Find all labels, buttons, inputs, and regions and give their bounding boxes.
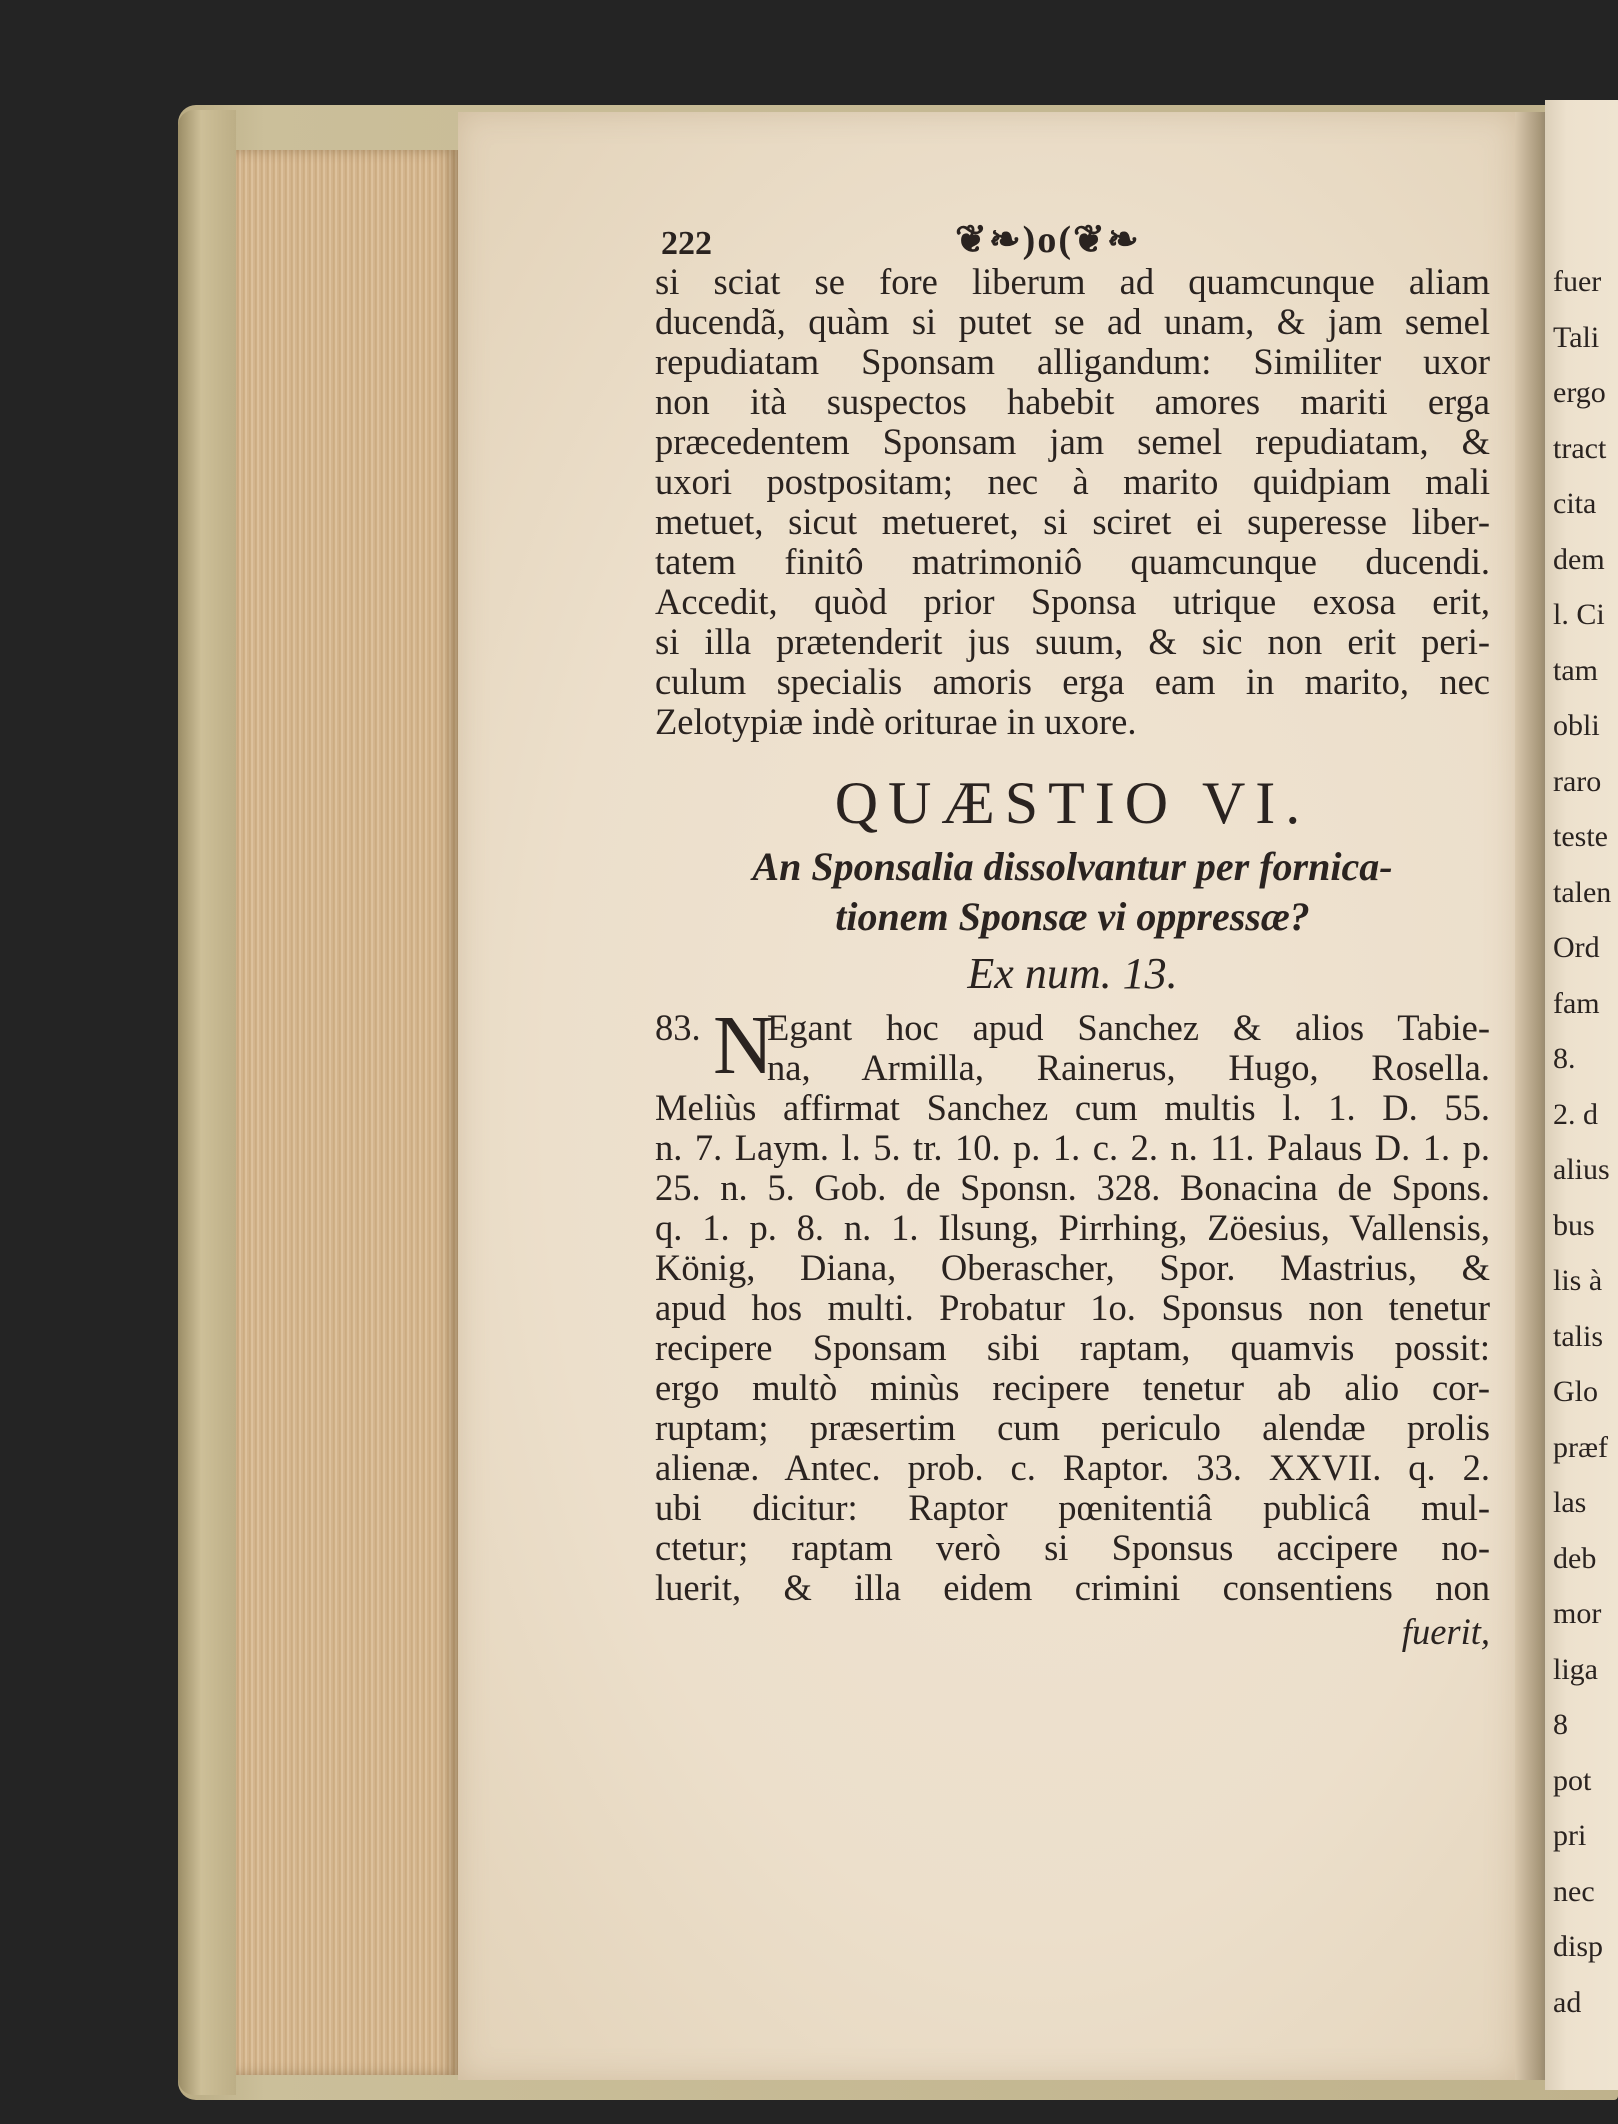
question-subtitle-line: An Sponsalia dissolvantur per fornica-	[752, 844, 1393, 889]
facing-page-fragment: disp	[1553, 1930, 1604, 1963]
facing-page-fragment: talen	[1553, 875, 1612, 909]
text-line: culum specialis amoris erga eam in marito, nec	[655, 661, 1490, 702]
ex-num-reference: Ex num. 13.	[967, 949, 1178, 998]
text-line: si illa prætenderit jus suum, & sic non erit peri-	[655, 621, 1490, 662]
facing-page-fragment: deb	[1553, 1541, 1597, 1575]
text-line: Zelotypiæ indè oriturae in uxore.	[655, 701, 1137, 742]
text-line: præcedentem Sponsam jam semel repudiatam, &	[655, 421, 1490, 462]
text-line: Accedit, quòd prior Sponsa utrique exosa erit,	[655, 581, 1490, 622]
facing-page-fragment: pot	[1553, 1763, 1592, 1797]
facing-page-fragment: Tali	[1553, 320, 1600, 354]
header-ornament: ❦❧)o(❦❧	[955, 219, 1141, 261]
text-line: König, Diana, Oberascher, Spor. Mastrius, &	[655, 1247, 1490, 1288]
facing-page-fragment: tam	[1553, 653, 1598, 687]
facing-page-fragment: ad	[1553, 1985, 1582, 2019]
facing-page-fragment: fam	[1553, 986, 1600, 1020]
text-line: n. 7. Laym. l. 5. tr. 10. p. 1. c. 2. n. 11. Palaus D. 1. p.	[655, 1127, 1490, 1168]
facing-page-fragment: raro	[1553, 764, 1602, 798]
catchword: fuerit,	[1401, 1611, 1490, 1652]
facing-page-fragment: lis à	[1553, 1264, 1603, 1297]
page-number: 222	[661, 225, 712, 262]
text-line: na, Armilla, Rainerus, Hugo, Rosella.	[767, 1047, 1490, 1088]
text-line: recipere Sponsam sibi raptam, quamvis possit:	[655, 1327, 1490, 1368]
text-line: uxori postpositam; nec à marito quidpiam mali	[655, 461, 1490, 502]
facing-page-fragment: tract	[1553, 431, 1607, 465]
text-line: ctetur; raptam verò si Sponsus accipere no-	[655, 1527, 1490, 1568]
facing-page-fragment: teste	[1553, 820, 1608, 853]
text-line: tatem finitô matrimoniô quamcunque ducendi.	[655, 541, 1490, 582]
text-line: ruptam; præsertim cum periculo alendæ prolis	[655, 1407, 1490, 1448]
running-header	[655, 219, 1490, 266]
facing-page-fragment: 2. d	[1553, 1097, 1598, 1131]
facing-page-fragment: obli	[1553, 709, 1600, 742]
facing-page-fragment: præf	[1553, 1430, 1608, 1464]
facing-page-fragment: liga	[1553, 1652, 1598, 1686]
text-line: repudiatam Sponsam alligandum: Similiter uxor	[655, 341, 1490, 382]
facing-page-fragment: talis	[1553, 1319, 1603, 1353]
text-line: 25. n. 5. Gob. de Sponsn. 328. Bonacina de Spons.	[655, 1167, 1490, 1208]
paragraph-continued	[655, 262, 1490, 742]
book-spine-edge	[178, 110, 236, 2095]
text-line: ducendã, quàm si putet se ad unam, & jam semel	[655, 301, 1490, 342]
question-subtitle-line: tionem Sponsæ vi oppressæ?	[835, 894, 1310, 939]
text-line: ubi dicitur: Raptor pœnitentiâ publicâ mul-	[655, 1487, 1490, 1528]
text-line: q. 1. p. 8. n. 1. Ilsung, Pirrhing, Zöesius, Vallensis,	[655, 1207, 1490, 1248]
facing-page-fragment: cita	[1553, 487, 1597, 520]
facing-page-fragment: 8	[1553, 1708, 1568, 1741]
page-edges	[236, 150, 458, 2075]
facing-page-fragment: fuer	[1553, 265, 1602, 298]
text-line: non ità suspectos habebit amores mariti erga	[655, 381, 1490, 422]
drop-cap: N	[713, 999, 774, 1092]
facing-page-fragment: ergo	[1553, 376, 1606, 409]
text-line: metuet, sicut metueret, si sciret ei superesse liber-	[655, 501, 1490, 542]
text-line: Meliùs affirmat Sanchez cum multis l. 1. D. 55.	[655, 1087, 1490, 1128]
question-title: QUÆSTIO VI.	[834, 770, 1311, 836]
text-line: Egant hoc apud Sanchez & alios Tabie-	[767, 1007, 1490, 1048]
text-line: luerit, & illa eidem crimini consentiens non	[655, 1567, 1490, 1608]
page-text-block	[655, 219, 1490, 1652]
facing-page-fragment: 8.	[1553, 1042, 1576, 1075]
facing-page-fragment: Glo	[1553, 1375, 1598, 1408]
paragraph-number: 83.	[655, 1007, 701, 1048]
text-line: apud hos multi. Probatur 1o. Sponsus non tenetur	[655, 1287, 1490, 1328]
text-line: ergo multò minùs recipere tenetur ab alio cor-	[655, 1367, 1490, 1408]
facing-page-fragment: mor	[1553, 1597, 1602, 1630]
facing-page-fragment: alius	[1553, 1153, 1610, 1186]
facing-page-fragment: nec	[1553, 1874, 1595, 1908]
facing-page-fragment: l. Ci	[1553, 598, 1605, 631]
text-line: si sciat se fore liberum ad quamcunque aliam	[655, 261, 1490, 302]
facing-page-fragment: pri	[1553, 1819, 1587, 1852]
facing-page-fragment: dem	[1553, 542, 1605, 576]
text-line: alienæ. Antec. prob. c. Raptor. 33. XXVII. q. 2.	[655, 1447, 1490, 1488]
facing-page-fragment: las	[1553, 1486, 1587, 1519]
facing-page-fragment: Ord	[1553, 931, 1600, 964]
facing-page-fragment: bus	[1553, 1208, 1595, 1242]
paragraph-83	[655, 999, 1490, 1608]
